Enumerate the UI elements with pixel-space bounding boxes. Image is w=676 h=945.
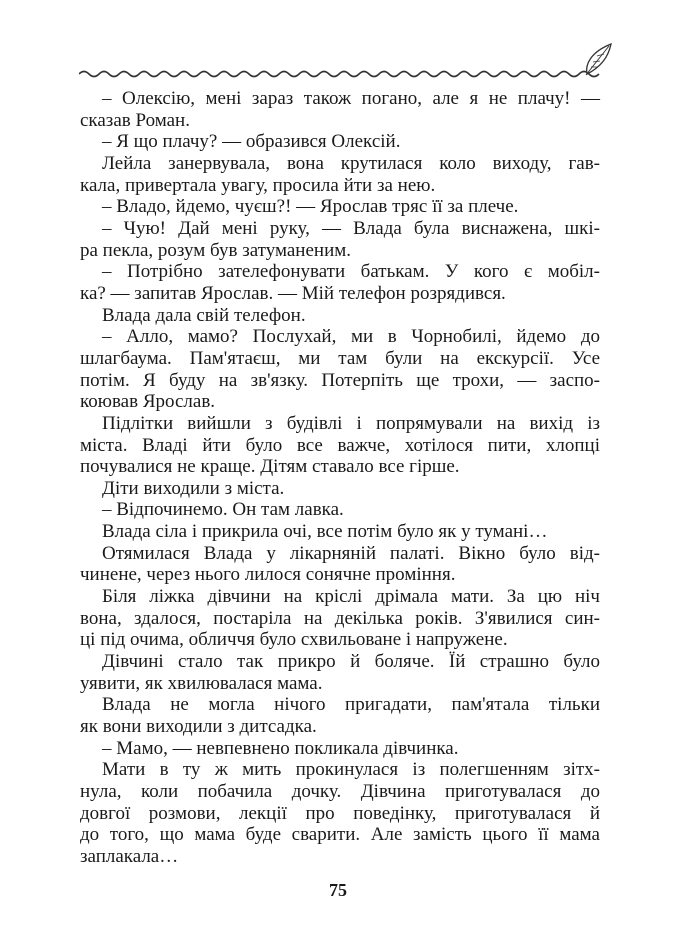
page-number: 75 bbox=[329, 880, 347, 900]
text-line: міста. Владі йти було все важче, хотілося пити, хлопці bbox=[80, 434, 600, 456]
text-line: ка? — запитав Ярослав. — Мій телефон розрядився. bbox=[80, 282, 506, 304]
text-line: довгої розмови, лекції про поведінку, приготувалася й bbox=[80, 802, 600, 824]
text-line: заплакала… bbox=[80, 845, 179, 867]
text-line: Лейла занервувала, вона крутилася коло виходу, гав- bbox=[102, 152, 600, 174]
text-line: як вони виходили з дитсадка. bbox=[80, 716, 317, 738]
text-line: кала, привертала увагу, просила йти за нею. bbox=[80, 174, 436, 196]
text-line: Діти виходили з міста. bbox=[102, 477, 285, 499]
text-line: чинене, через нього лилося сонячне проміння. bbox=[80, 564, 456, 586]
text-line: вона, здалося, постаріла на декілька років. З'явилися син- bbox=[80, 607, 600, 629]
text-line: сказав Роман. bbox=[80, 109, 190, 131]
text-line: ці під очима, обличчя було схвильоване і напружене. bbox=[80, 629, 508, 651]
text-line: ра пекла, розум був затуманеним. bbox=[80, 239, 352, 261]
text-line: Підлітки вийшли з будівлі і попрямували на вихід із bbox=[102, 412, 600, 434]
text-line: – Відпочинемо. Он там лавка. bbox=[102, 499, 344, 521]
text-line: шлагбаума. Пам'ятаєш, ми там були на екскурсії. Усе bbox=[80, 347, 600, 369]
text-line: – Чую! Дай мені руку, — Влада була виснажена, шкі- bbox=[102, 217, 600, 239]
text-line: Влада сіла і прикрила очі, все потім було як у тумані… bbox=[102, 521, 548, 543]
text-line: – Мамо, — невпевнено покликала дівчинка. bbox=[102, 737, 459, 759]
text-line: потім. Я буду на зв'язку. Потерпіть ще трохи, — заспо- bbox=[80, 369, 600, 391]
text-line: до того, що мама буде сварити. Але замість цього її мама bbox=[80, 824, 600, 846]
text-line: коював Ярослав. bbox=[80, 391, 216, 413]
text-line: Мати в ту ж мить прокинулася із полегшенням зітх- bbox=[102, 759, 600, 781]
text-line: – Алло, мамо? Послухай, ми в Чорнобилі, йдемо до bbox=[102, 326, 600, 348]
wavy-line bbox=[79, 72, 599, 77]
text-line: Дівчині стало так прикро й боляче. Їй страшно було bbox=[102, 651, 600, 673]
text-line: – Олексію, мені зараз також погано, але я не плачу! — bbox=[102, 88, 600, 109]
text-line: Влада дала свій телефон. bbox=[102, 304, 306, 326]
body-text bbox=[80, 88, 600, 868]
text-line: – Я що плачу? — образився Олексій. bbox=[102, 131, 401, 153]
text-line: уявити, як хвилювалася мама. bbox=[80, 672, 323, 694]
quill-feather-icon bbox=[586, 44, 611, 75]
text-line: Отямилася Влада у лікарняній палаті. Вікно було від- bbox=[102, 542, 600, 564]
text-line: нула, коли побачила дочку. Дівчина приготувалася до bbox=[80, 781, 600, 802]
text-line: – Потрібно зателефонувати батькам. У кого є мобіл- bbox=[102, 261, 600, 283]
text-line: Біля ліжка дівчини на кріслі дрімала мати. За цю ніч bbox=[102, 586, 600, 608]
text-line: – Владо, йдемо, чуєш?! — Ярослав тряс її за плече. bbox=[102, 196, 519, 218]
text-line: почувалися не краще. Дітям ставало все гірше. bbox=[80, 456, 460, 478]
text-line: Влада не могла нічого пригадати, пам'ятала тільки bbox=[102, 694, 600, 716]
header-ornament bbox=[79, 40, 619, 84]
